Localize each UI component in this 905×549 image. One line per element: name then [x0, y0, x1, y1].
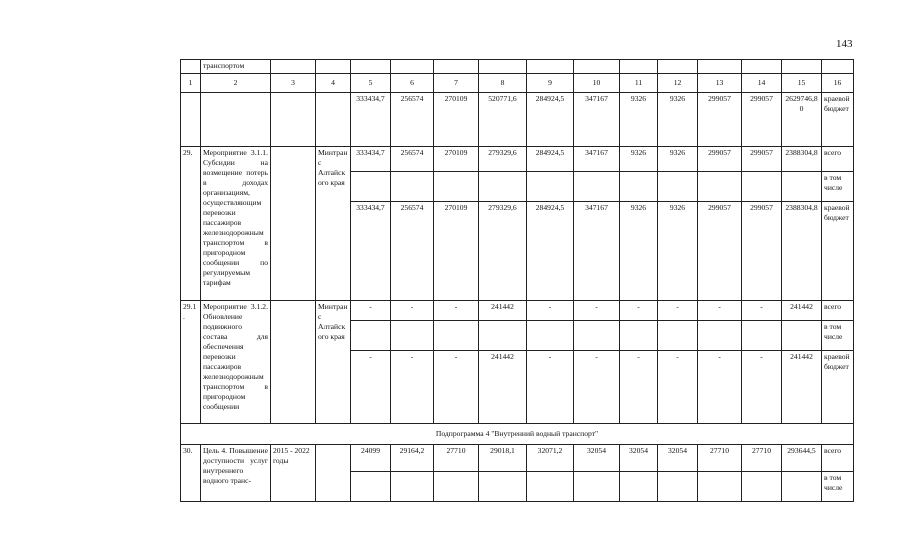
- measure-name: Мероприятие 3.1.1. Субсидии на возмещение потерь в доходах организациям, осуществляющим перевозки пассажиров железнодорожным транспортом в пригородном сообщении по регулируемым тарифам: [201, 147, 271, 301]
- measure-name: Мероприятие 3.1.2. Обновление подвижного состава для обеспечения перевозки пассажиров железнодорожным транспортом в пригородном сообщении: [201, 301, 271, 424]
- column-number-row: [181, 74, 854, 93]
- value-cell: 279329,6: [479, 147, 527, 172]
- value-cell: -: [351, 351, 391, 424]
- value-cell: -: [391, 351, 434, 424]
- source-label: краевой бюджет: [822, 202, 854, 301]
- value-cell: 32054: [658, 445, 698, 472]
- row-number: 29.: [181, 147, 201, 301]
- source-label: всего: [822, 301, 854, 321]
- column-number: 15: [782, 74, 822, 93]
- value-cell: -: [527, 301, 574, 321]
- value-cell: 32054: [620, 445, 658, 472]
- value-cell: 9326: [658, 202, 698, 301]
- row-number: 30.: [181, 445, 201, 502]
- source-label: всего: [822, 445, 854, 472]
- value-cell: -: [620, 351, 658, 424]
- value-cell: 241442: [782, 301, 822, 321]
- value-cell: 9326: [620, 93, 658, 147]
- value-cell: 333434,7: [351, 202, 391, 301]
- column-number: 4: [316, 74, 351, 93]
- column-number: 1: [181, 74, 201, 93]
- column-number: 9: [527, 74, 574, 93]
- column-number: 11: [620, 74, 658, 93]
- value-cell: 29164,2: [391, 445, 434, 472]
- value-cell: 9326: [620, 147, 658, 172]
- value-cell: -: [742, 301, 782, 321]
- value-cell: 299057: [698, 93, 742, 147]
- column-number: 8: [479, 74, 527, 93]
- source-label: краевой бюджет: [822, 93, 854, 147]
- value-cell: 241442: [479, 301, 527, 321]
- value-cell: 347167: [574, 93, 620, 147]
- value-cell: 256574: [391, 202, 434, 301]
- value-cell: 27710: [742, 445, 782, 472]
- executor: Минтранс Алтайского края: [316, 147, 351, 301]
- value-cell: 2388304,8: [782, 147, 822, 172]
- source-label: в том числе: [822, 321, 854, 351]
- value-cell: 333434,7: [351, 93, 391, 147]
- value-cell: 2629746,80: [782, 93, 822, 147]
- value-cell: 27710: [434, 445, 479, 472]
- period: 2015 - 2022 годы: [271, 445, 316, 502]
- value-cell: 270109: [434, 202, 479, 301]
- value-cell: 299057: [742, 93, 782, 147]
- value-cell: 27710: [698, 445, 742, 472]
- column-number: 3: [271, 74, 316, 93]
- column-number: 2: [201, 74, 271, 93]
- value-cell: -: [620, 301, 658, 321]
- value-cell: -: [434, 351, 479, 424]
- column-number: 14: [742, 74, 782, 93]
- subprogram-title: Подпрограмма 4 "Внутренний водный транспорт": [181, 424, 854, 445]
- value-cell: 32054: [574, 445, 620, 472]
- value-cell: -: [658, 351, 698, 424]
- table-row-29-total: [181, 147, 854, 172]
- value-cell: -: [698, 301, 742, 321]
- row-number: 29.1.: [181, 301, 201, 424]
- goal-name: Цель 4. Повышение доступности услуг внутреннего водного транс-: [201, 445, 271, 502]
- value-cell: -: [574, 301, 620, 321]
- value-cell: 284924,5: [527, 202, 574, 301]
- table-row-30-total: [181, 445, 854, 472]
- value-cell: 24099: [351, 445, 391, 472]
- subprogram-row: [181, 424, 854, 445]
- value-cell: 347167: [574, 147, 620, 172]
- column-number: 16: [822, 74, 854, 93]
- value-cell: 29018,1: [479, 445, 527, 472]
- column-number: 12: [658, 74, 698, 93]
- header-fragment-row: [181, 60, 854, 74]
- value-cell: 270109: [434, 93, 479, 147]
- source-label: краевой бюджет: [822, 351, 854, 424]
- value-cell: 347167: [574, 202, 620, 301]
- value-cell: 279329,6: [479, 202, 527, 301]
- value-cell: 284924,5: [527, 93, 574, 147]
- value-cell: 333434,7: [351, 147, 391, 172]
- value-cell: 256574: [391, 93, 434, 147]
- column-number: 13: [698, 74, 742, 93]
- value-cell: -: [742, 351, 782, 424]
- value-cell: 241442: [479, 351, 527, 424]
- value-cell: 299057: [698, 147, 742, 172]
- source-label: в том числе: [822, 472, 854, 502]
- column-number: 6: [391, 74, 434, 93]
- source-label: всего: [822, 147, 854, 172]
- value-cell: -: [574, 351, 620, 424]
- value-cell: 256574: [391, 147, 434, 172]
- program-table: [180, 59, 854, 502]
- value-cell: 9326: [658, 147, 698, 172]
- value-cell: 9326: [620, 202, 658, 301]
- value-cell: -: [527, 351, 574, 424]
- value-cell: -: [391, 301, 434, 321]
- value-cell: 520771,6: [479, 93, 527, 147]
- value-cell: 32071,2: [527, 445, 574, 472]
- table-row-29-1-total: [181, 301, 854, 321]
- table-row-total: [181, 93, 854, 147]
- program-table-wrapper: [180, 59, 854, 502]
- value-cell: -: [434, 301, 479, 321]
- value-cell: 299057: [742, 147, 782, 172]
- value-cell: 9326: [658, 93, 698, 147]
- column-number: 5: [351, 74, 391, 93]
- value-cell: 241442: [782, 351, 822, 424]
- value-cell: 299057: [742, 202, 782, 301]
- value-cell: 293644,5: [782, 445, 822, 472]
- value-cell: 2388304,8: [782, 202, 822, 301]
- value-cell: -: [658, 301, 698, 321]
- executor: Минтранс Алтайского края: [316, 301, 351, 424]
- column-number: 10: [574, 74, 620, 93]
- value-cell: 284924,5: [527, 147, 574, 172]
- source-label: в том числе: [822, 172, 854, 202]
- value-cell: 299057: [698, 202, 742, 301]
- value-cell: -: [351, 301, 391, 321]
- page-number: 143: [836, 38, 853, 50]
- header-fragment: транспортом: [201, 60, 271, 74]
- column-number: 7: [434, 74, 479, 93]
- value-cell: 270109: [434, 147, 479, 172]
- value-cell: -: [698, 351, 742, 424]
